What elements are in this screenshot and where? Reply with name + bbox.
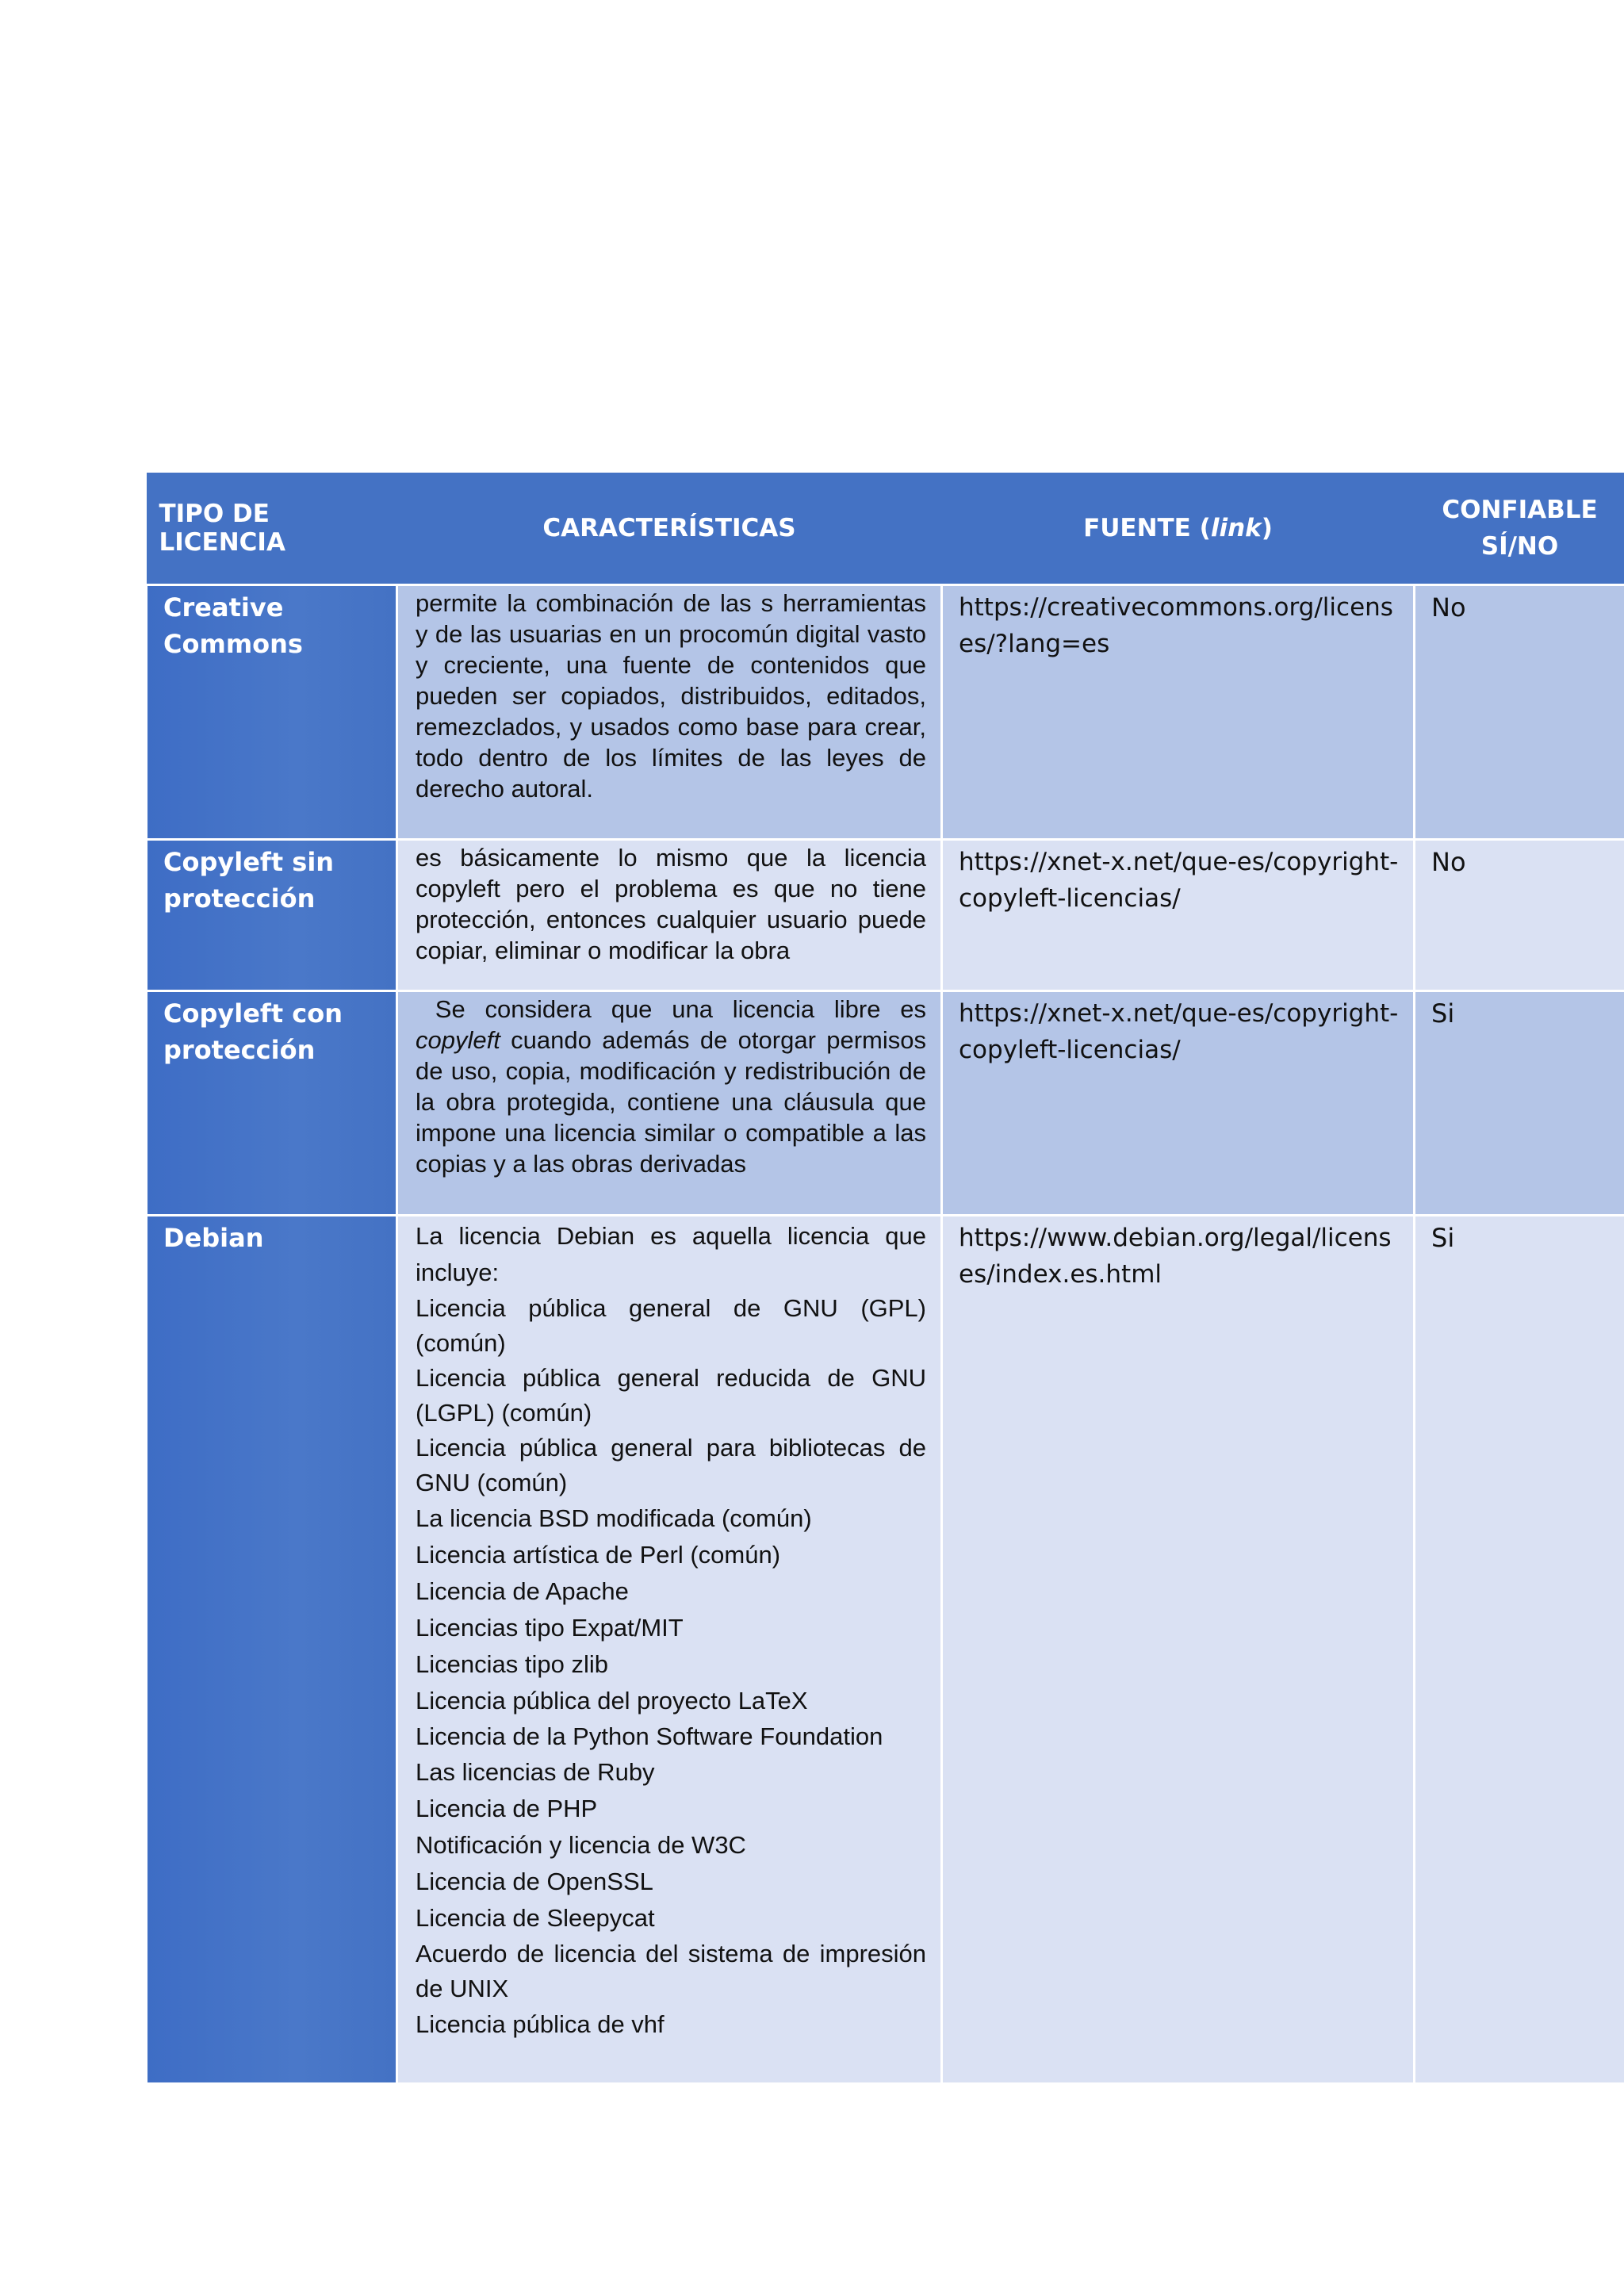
characteristics-emphasis: copyleft	[416, 1026, 500, 1054]
table-row	[147, 840, 1624, 991]
header-reliable-line1: CONFIABLE	[1442, 496, 1598, 524]
characteristics-intro: La licencia Debian es aquella licencia que incluye:	[416, 1222, 926, 1286]
header-source-suffix: )	[1261, 514, 1273, 542]
table-row	[147, 1216, 1624, 2084]
characteristics-text: es básicamente lo mismo que la licencia copyleft pero el problema es que no tiene protección, entonces cualquier usuario puede copiar, eliminar o modificar la obra	[416, 844, 926, 964]
characteristics-text-start: Se considera que una licencia libre es	[435, 995, 926, 1023]
license-list-item: Licencias tipo Expat/MIT	[416, 1614, 684, 1642]
license-list-item: Licencia pública general reducida de GNU (LGPL) (común)	[416, 1364, 926, 1427]
header-source-prefix: FUENTE (	[1083, 514, 1211, 542]
license-list-item: La licencia BSD modificada (común)	[416, 1504, 812, 1532]
license-list-item: Licencia de la Python Software Foundation	[416, 1722, 883, 1750]
license-list-item: Licencias tipo zlib	[416, 1650, 608, 1678]
license-list-item: Las licencias de Ruby	[416, 1758, 655, 1786]
license-type-cell: Creative Commons	[147, 585, 397, 840]
license-list-item: Licencia de Sleepycat	[416, 1904, 655, 1932]
license-list-item: Licencia de PHP	[416, 1795, 598, 1822]
header-characteristics: CARACTERÍSTICAS	[397, 473, 942, 585]
license-list-item: Licencia pública general para bibliotecas de GNU (común)	[416, 1434, 926, 1496]
license-list-item: Licencia pública general de GNU (GPL) (común)	[416, 1294, 926, 1357]
license-type-cell: Copyleft sin protección	[147, 840, 397, 991]
source-link[interactable]: https://www.debian.org/legal/licenses/index.es.html	[942, 1216, 1415, 2084]
source-link[interactable]: https://xnet-x.net/que-es/copyright-copyleft-licencias/	[942, 840, 1415, 991]
license-list-item: Acuerdo de licencia del sistema de impresión de UNIX	[416, 1940, 926, 2002]
license-type-cell: Debian	[147, 1216, 397, 2084]
reliable-cell: No	[1415, 840, 1624, 991]
characteristics-cell	[397, 991, 942, 1216]
characteristics-cell	[397, 585, 942, 840]
table-row	[147, 991, 1624, 1216]
header-reliable	[1415, 473, 1624, 585]
source-link[interactable]: https://creativecommons.org/licenses/?lang=es	[942, 585, 1415, 840]
header-source-link-word: link	[1210, 514, 1262, 542]
reliable-cell: Si	[1415, 991, 1624, 1216]
header-license-type: TIPO DE LICENCIA	[147, 473, 397, 585]
reliable-cell: Si	[1415, 1216, 1624, 2084]
table-header-row	[147, 473, 1624, 585]
header-reliable-line2: SÍ/NO	[1480, 532, 1559, 561]
license-type-cell: Copyleft con protección	[147, 991, 397, 1216]
license-list-item: Licencia pública del proyecto LaTeX	[416, 1687, 808, 1715]
license-list-item: Licencia de OpenSSL	[416, 1868, 653, 1895]
license-list-item: Licencia pública de vhf	[416, 2010, 665, 2038]
characteristics-cell	[397, 1216, 942, 2084]
license-list-item: Licencia de Apache	[416, 1577, 629, 1605]
characteristics-cell	[397, 840, 942, 991]
characteristics-text-end: cuando además de otorgar permisos de uso, copia, modificación y redistribución de la obra protegida, contiene una cláusula que impone una licencia similar o compatible a las copias y a las obras derivadas	[416, 1026, 926, 1178]
license-table	[145, 473, 1624, 2085]
source-link[interactable]: https://xnet-x.net/que-es/copyright-copyleft-licencias/	[942, 991, 1415, 1216]
characteristics-text	[416, 994, 926, 1179]
reliable-cell: No	[1415, 585, 1624, 840]
header-source	[942, 473, 1415, 585]
license-list-item: Licencia artística de Perl (común)	[416, 1541, 781, 1569]
characteristics-text: permite la combinación de las s herramientas y de las usuarias en un procomún digital vasto y creciente, una fuente de contenidos que pueden ser copiados, distribuidos, editados, remezclados, y usados como base para crear, todo dentro de los límites de las leyes de derecho autoral.	[416, 589, 926, 803]
table-row	[147, 585, 1624, 840]
license-list-item: Notificación y licencia de W3C	[416, 1831, 746, 1859]
